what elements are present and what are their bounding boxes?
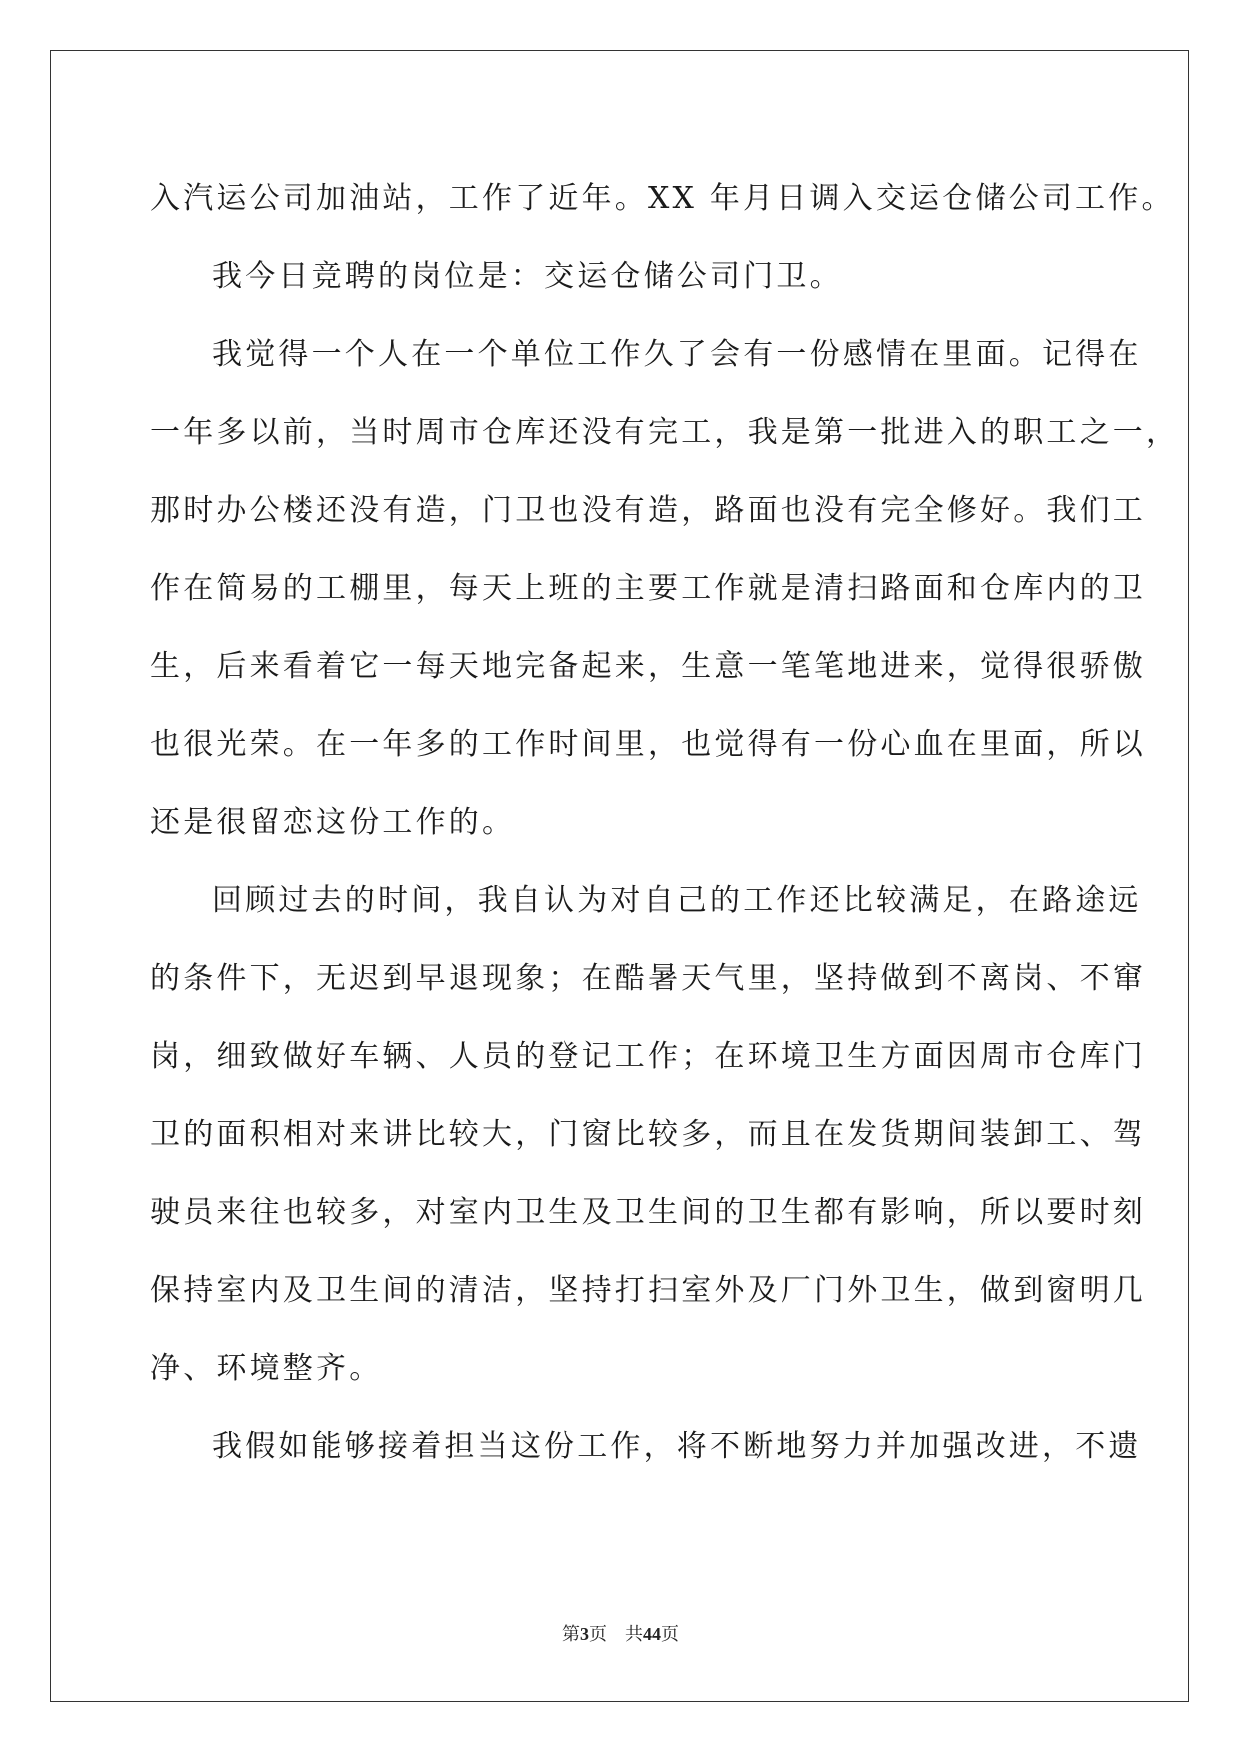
footer-total-suffix: 页: [661, 1624, 679, 1644]
footer-total-prefix: 共: [625, 1624, 643, 1644]
footer-total-pages: 44: [643, 1624, 661, 1644]
paragraph-line: 我今日竞聘的岗位是：交运仓储公司门卫。: [212, 259, 843, 294]
page-footer: [0, 1620, 1241, 1646]
paragraph-line: 驶员来往也较多，对室内卫生及卫生间的卫生都有影响，所以要时刻: [150, 1195, 1146, 1230]
paragraph-line: 生，后来看着它一每天地完备起来，生意一笔笔地进来，觉得很骄傲: [150, 649, 1146, 684]
paragraph-line: 也很光荣。在一年多的工作时间里，也觉得有一份心血在里面，所以: [150, 727, 1146, 762]
paragraph-line: 卫的面积相对来讲比较大，门窗比较多，而且在发货期间装卸工、驾: [150, 1117, 1146, 1152]
paragraph: [150, 160, 1175, 238]
paragraph-line: 还是很留恋这份工作的。: [150, 805, 516, 840]
paragraph-line: 入汽运公司加油站，工作了近年。XX 年月日调入交运仓储公司工作。: [150, 181, 1175, 216]
document-body: [150, 160, 1180, 1486]
footer-page-prefix: 第: [562, 1624, 580, 1644]
paragraph-line: 的条件下，无迟到早退现象；在酷暑天气里，坚持做到不离岗、不窜: [150, 961, 1146, 996]
paragraph-line: 那时办公楼还没有造，门卫也没有造，路面也没有完全修好。我们工: [150, 493, 1146, 528]
paragraph: [150, 862, 1146, 1408]
paragraph-line: 回顾过去的时间，我自认为对自己的工作还比较满足，在路途远: [212, 883, 1142, 918]
paragraph-line: 净、环境整齐。: [150, 1351, 383, 1386]
paragraph: [150, 238, 1100, 316]
paragraph-line: 岗，细致做好车辆、人员的登记工作；在环境卫生方面因周市仓库门: [150, 1039, 1146, 1074]
paragraph-line: 保持室内及卫生间的清洁，坚持打扫室外及厂门外卫生，做到窗明几: [150, 1273, 1146, 1308]
paragraph-line: 我假如能够接着担当这份工作，将不断地努力并加强改进，不遗: [212, 1429, 1142, 1464]
footer-page-number: 3: [580, 1624, 589, 1644]
paragraph: [150, 316, 1180, 862]
paragraph: [150, 1408, 1142, 1486]
footer-page-suffix: 页: [589, 1624, 607, 1644]
paragraph-line: 作在简易的工棚里，每天上班的主要工作就是清扫路面和仓库内的卫: [150, 571, 1146, 606]
paragraph-line: 一年多以前，当时周市仓库还没有完工，我是第一批进入的职工之一，: [150, 415, 1180, 450]
paragraph-line: 我觉得一个人在一个单位工作久了会有一份感情在里面。记得在: [212, 337, 1142, 372]
